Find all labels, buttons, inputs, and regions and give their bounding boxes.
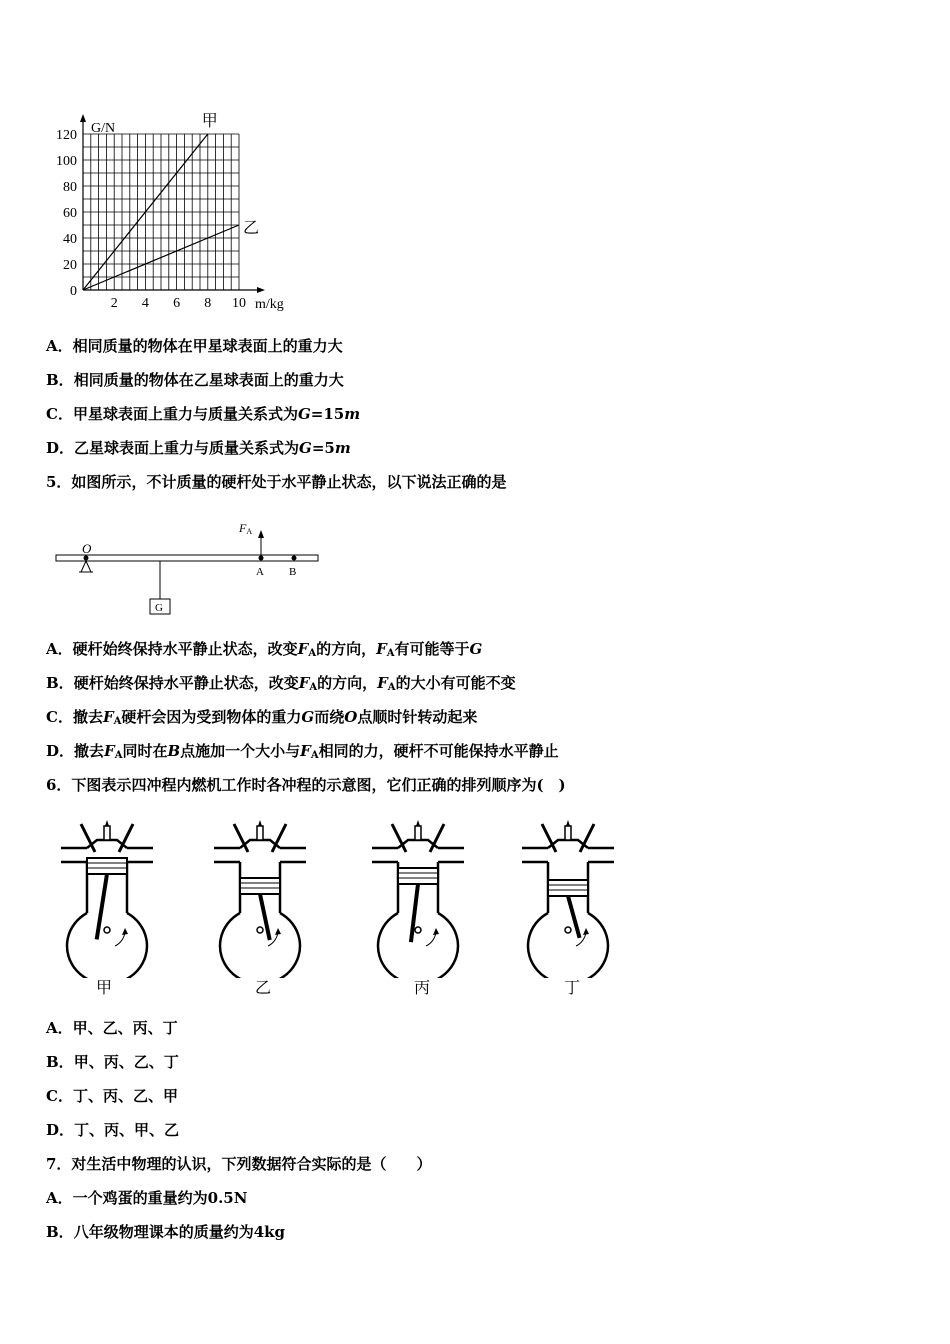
- q7-option-b[interactable]: B．八年级物理课本的质量约为4kg: [46, 1223, 286, 1241]
- q4-option-a[interactable]: A．相同质量的物体在甲星球表面上的重力大: [46, 337, 343, 355]
- crankcase: [378, 913, 458, 978]
- piston: [548, 880, 588, 896]
- spark-plug-tip-icon: [416, 820, 420, 826]
- piston: [398, 868, 438, 884]
- q5-option-c[interactable]: C．撤去$F_A$硬杆会因为受到物体的重力G而绕O点顺时针转动起来: [46, 708, 478, 727]
- pivot-icon: [81, 561, 91, 572]
- q4-option-b[interactable]: B．相同质量的物体在乙星球表面上的重力大: [46, 371, 344, 389]
- x-tick-label: 4: [141, 296, 149, 311]
- q5-stem: 5．如图所示，不计质量的硬杆处于水平静止状态，以下说法正确的是: [46, 473, 507, 491]
- crankshaft: [104, 927, 110, 933]
- engine-bing: [372, 820, 464, 978]
- spark-plug-icon: [565, 826, 571, 840]
- y-axis-label: G/N: [91, 121, 116, 136]
- rotation-arrowhead-icon: [122, 928, 128, 935]
- q6-stem: 6．下图表示四冲程内燃机工作时各冲程的示意图，它们正确的排列顺序为( ): [46, 776, 566, 794]
- x-tick-label: 10: [232, 296, 246, 311]
- crankcase: [220, 913, 300, 978]
- y-tick-label: 0: [70, 284, 77, 299]
- spark-plug-tip-icon: [566, 820, 570, 826]
- q6-option-c[interactable]: C．丁、丙、乙、甲: [46, 1087, 178, 1105]
- lever-bar: [56, 555, 318, 561]
- q6-option-d[interactable]: D．丁、丙、甲、乙: [46, 1121, 180, 1139]
- engine-caption-jia: 甲: [96, 978, 113, 997]
- q4-option-c[interactable]: C．甲星球表面上重力与质量关系式为G=15m: [46, 405, 361, 423]
- q7-stem: 7．对生活中物理的认识，下列数据符合实际的是（ ）: [46, 1155, 432, 1173]
- y-tick-label: 100: [56, 154, 77, 169]
- q4-option-d[interactable]: D．乙星球表面上重力与质量关系式为G=5m: [46, 439, 351, 457]
- crankshaft: [415, 927, 421, 933]
- y-tick-label: 60: [63, 206, 77, 221]
- force-label: FA: [239, 521, 253, 536]
- lever-diagram: [50, 515, 330, 620]
- crankshaft: [257, 927, 263, 933]
- y-tick-label: 120: [56, 128, 77, 143]
- q5-option-b[interactable]: B．硬杆始终保持水平静止状态，改变$F_A$的方向，$F_A$的大小有可能不变: [46, 674, 516, 693]
- spark-plug-icon: [104, 826, 110, 840]
- crankshaft: [565, 927, 571, 933]
- engine-caption-bing: 丙: [414, 978, 431, 997]
- point-b: [292, 556, 297, 561]
- series-label-jia: 甲: [201, 113, 218, 130]
- x-axis-label: m/kg: [255, 297, 284, 312]
- q5-option-d[interactable]: D．撤去$F_A$同时在B点施加一个大小与$F_A$相同的力，硬杆不可能保持水平静止: [46, 742, 559, 761]
- force-arrowhead-icon: [258, 530, 264, 538]
- series-label-yi: 乙: [243, 220, 260, 237]
- y-tick-label: 20: [63, 258, 77, 273]
- y-tick-label: 40: [63, 232, 77, 247]
- q5-option-a[interactable]: A．硬杆始终保持水平静止状态，改变$F_A$的方向，$F_A$有可能等于G: [46, 640, 483, 659]
- engine-caption-yi: 乙: [255, 978, 272, 997]
- rotation-arrowhead-icon: [275, 928, 281, 935]
- x-tick-label: 8: [204, 296, 212, 311]
- q7-option-a[interactable]: A．一个鸡蛋的重量约为0.5N: [46, 1189, 248, 1207]
- spark-plug-tip-icon: [105, 820, 109, 826]
- y-tick-label: 80: [63, 180, 77, 195]
- crankcase: [67, 913, 147, 978]
- engine-strokes-figure: [50, 818, 650, 978]
- point-b-label: B: [289, 566, 297, 578]
- crankcase: [528, 913, 608, 978]
- piston: [240, 878, 280, 894]
- rotation-arrowhead-icon: [583, 928, 589, 935]
- spark-plug-icon: [415, 826, 421, 840]
- engine-ding: [522, 820, 614, 978]
- spark-plug-tip-icon: [258, 820, 262, 826]
- spark-plug-icon: [257, 826, 263, 840]
- pivot-label: O: [82, 541, 92, 556]
- engine-jia: [61, 820, 153, 978]
- x-tick-label: 2: [110, 296, 118, 311]
- rotation-arrowhead-icon: [433, 928, 439, 935]
- x-axis-arrow-icon: [257, 287, 265, 293]
- q6-option-b[interactable]: B．甲、丙、乙、丁: [46, 1053, 179, 1071]
- engine-yi: [214, 820, 306, 978]
- pivot-point: [84, 556, 89, 561]
- gravity-mass-chart: [40, 105, 310, 315]
- x-tick-label: 6: [173, 296, 181, 311]
- piston: [87, 858, 127, 874]
- q6-option-a[interactable]: A．甲、乙、丙、丁: [46, 1019, 178, 1037]
- point-a-label: A: [256, 566, 264, 578]
- weight-label: G: [155, 602, 163, 614]
- engine-caption-ding: 丁: [564, 978, 581, 997]
- y-axis-arrow-icon: [80, 114, 86, 122]
